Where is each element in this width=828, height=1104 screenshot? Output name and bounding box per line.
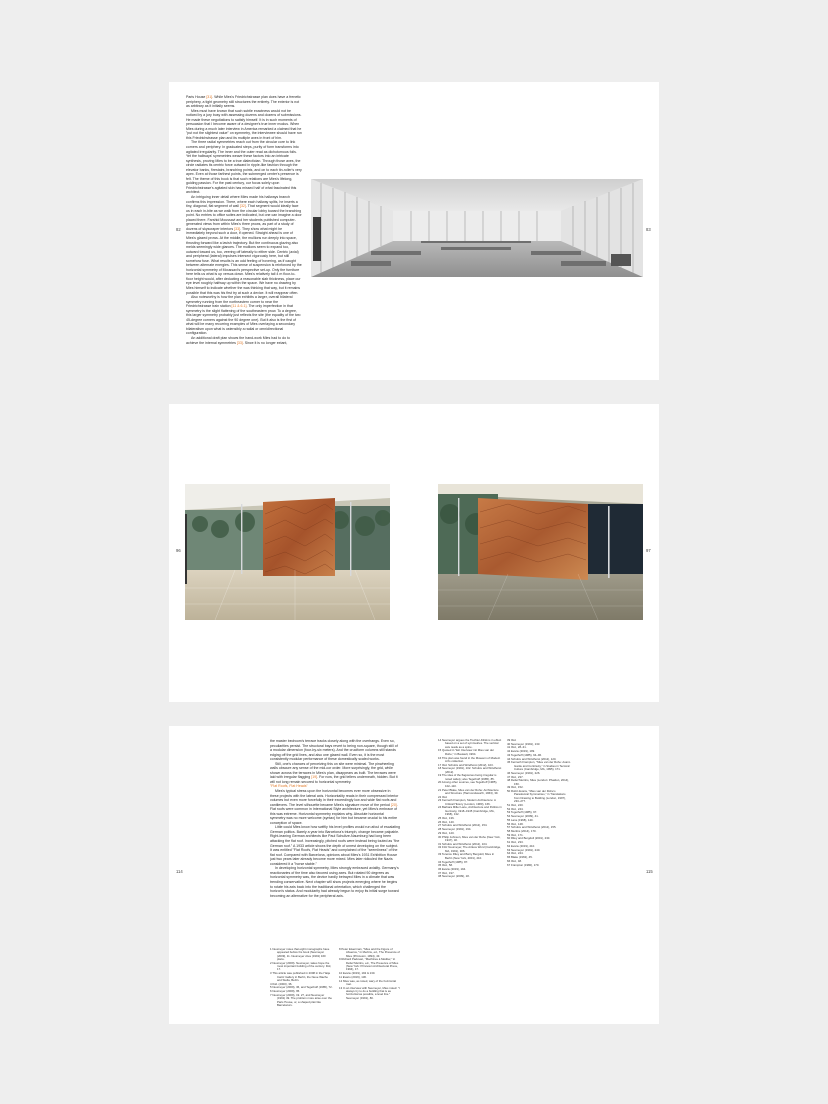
footnote: 2 Neumeyer (2009). Neumeyer, takes hope the most important building of the century. Ibid, 17.	[270, 960, 332, 972]
footnotes-right	[507, 739, 571, 1017]
footnote: 55 Lane (1968), 140.	[507, 817, 534, 822]
footnote: 37 Ibid., 197.	[438, 870, 455, 875]
section-subheading: "Flat Roofs, Flat Heads"	[270, 784, 308, 789]
footnote: 36 Evans (2019), 194.	[438, 866, 466, 871]
body-paragraph: Still, one's chances of perceiving this on site were minimal. The pinwheeling walls obscure any sense of the mid-cor order. More surprisingly, the grid, while shown across the terraces in Mies's plan, disappears as built. The terraces were laid with irregular flagging [19]. For now, the grid tellers underneath, hidden. But it will not long remain secured to horizontal symmetry.	[270, 761, 398, 784]
footnote: 62 Evans (2019), 210.	[507, 843, 535, 848]
footnote: 29 Ibid., 120.	[438, 830, 455, 835]
footnote: 22 Ibid.	[438, 794, 448, 799]
footnote: 52 Ibid., 244.	[507, 806, 524, 811]
body-text-column	[270, 739, 400, 947]
footnote: 50 Robin Evans, "Mies van der Rohe's Paradoxical Symmetries," in Translations from Drawing to Building (London, 1997), 233–277.	[507, 789, 566, 804]
body-paragraph: An additional draft plan shows the hand-work Mies had to do to achieve the internal symmetries [33]. Since it is no longer extant,	[186, 335, 290, 345]
footnote: 59 Ibid., 171.	[507, 832, 524, 837]
body-paragraph: the master bedroom's terrace tracks closely along with the overhangs. Even so, peculiarities persist. The structural bays revert to being non-square, though still of a modular dimension (four-by-six meters). And the cruciform columns still stands edging off the grid lines, and also one glazed wall. Even so, it is the most consistently modular performance of these domestically scaled works.	[270, 739, 398, 762]
footnote: 25 Ibid., 136.	[438, 815, 455, 820]
footnote: 15 Quoted in "Ein Interview mit Mies van der Rohe," in Bauwelt, 1964.	[438, 748, 495, 756]
footnote: 54 Neumeyer (2009), 41.	[507, 814, 539, 819]
body-paragraph: Mies's typical stress upon the horizontal becomes ever more obsessive in these projects with the lateral axis. Horizontality reads in their compressed interior volumes but even more forcefully in their exceedingly low and wide flat roofs and cantilevers. The level silhouette became Mies's signature move of the period [20]. Flat roofs were common in International Style architecture, yet Mies's embrace of this was extreme. Horizontal symmetry explains why. Absolute horizontal symmetry was no more welcome (syntax) for him but became crucial to his entire conception of space.	[270, 789, 399, 825]
footnote: 46 Neumeyer (1991), 226.	[507, 770, 541, 775]
footnote: 38 Neumeyer (2009), 18.	[438, 874, 470, 879]
figure-reference[interactable]: [33]	[234, 226, 241, 231]
footnote: 61 Ibid., 233.	[507, 840, 524, 845]
footnote: 42 Evans (2019), 199.	[507, 749, 535, 754]
footnote: 65 Blake (1963), 45.	[507, 855, 533, 860]
footnote: 8 Peter Eisenman, "Mies and the Figure of Absence," in Mertins, ed., The Presence of Mies (Princeton, 1994), 43.	[339, 948, 400, 958]
footnote: 23 Kenneth Frampton, Modern Architecture: A Critical History (London, 1980), 166.	[438, 798, 496, 806]
spread-pages-114-115	[169, 726, 659, 1024]
footnotes-left	[270, 948, 402, 1018]
figure-reference[interactable]: [19]	[311, 775, 318, 780]
figure-reference[interactable]: [32]	[239, 204, 246, 209]
figure-reference[interactable]: [33]	[236, 340, 243, 345]
page-number-right: 115	[646, 869, 653, 874]
figure-reference[interactable]: [31]	[206, 95, 213, 99]
footnote: 35 Ibid., 58.	[438, 863, 453, 868]
body-paragraph: An intriguing inner detail where Mies made his hallways branch confirms this impression. There, where each hallway splits, he inserts a tiny, diagonal, flat segment of wall [32]. That segment would ideally face us in each in-bite as we walk from the circular lobby toward the branching point. No entries to office suites are indicated, but one can imagine a door placed there. Farshid Moussavi and her students published computer-generated views from within Mies's three prows, as part of a study of dozens of skyscraper interiors [33]. They show what might be immediately beyond such a door, if opened. Straight ahead is one of Mies's glazed prows. At the middle, the mullions run deeply into space, thrusting forward like a lavish trajectory. But the continuous glazing also melds seemingly wide glances. The mullions seem to expand too, outward toward us, too, veering off laterally to either side. Centric (axial) and peripheral (lateral) impulses intersect vigorously here, but still somehow fuse. What results is an odd feeling of hovering, as if caught between alternate energies. This sense of suspension is reinforced by the horizontal symmetry of Moussavi's perspective set-up. Only the furniture here tells us what is up versus down. Mies's relatively tall 4 m floor-to-floor height would, after deducting a reasonable slab thickness, place our eye level roughly halfway up within the space. We have no drawing by Mies himself to indicate whether the was thinking that way, but it remains possible that this was his first try at such a device. It will reappear often.	[186, 195, 302, 295]
footnote: 26 Ibid., 140.	[438, 819, 455, 824]
footnote: 51 Ibid., 240.	[507, 802, 524, 807]
footnote: 58 Mertins (2014), 170.	[507, 829, 537, 834]
footnote: 19 The idea of the flagstones being irregular is noted widely; also Tegethoff (1985), 85.	[438, 773, 497, 781]
spread-pages-82-83	[169, 82, 659, 380]
footnote: 27 Schulze and Windhorst (2012), 154.	[438, 823, 488, 828]
footnote: 16 This plan was found in the Museum of Modern Art's collection.	[438, 755, 501, 763]
footnote: 44 Schulze and Windhorst (2012), 120.	[507, 756, 557, 761]
footnote: 39 Ibid.	[507, 739, 517, 742]
footnote: 30 Philip Johnson, Mies van der Rohe (New York, 1947), 32.	[438, 834, 501, 842]
footnote: 67 Frampton (1980), 170.	[507, 862, 540, 867]
footnote: 53 Tegethoff (1985), 97.	[507, 810, 538, 815]
footnote: 31 Schulze and Windhorst (2012), 104.	[438, 841, 488, 846]
footnote: 45 Kenneth Frampton, "Mies van der Rohe: Avant-Garde and Continuity," in Studies in Tectonic Culture (Cambridge, MA, 1995), 171.	[507, 760, 571, 772]
figure-reference[interactable]: [11 & 6.1]	[231, 304, 247, 309]
body-paragraph: The three radial symmetries reach out from the circular core to link corners and periphery. In graduated steps, purity of form transforms into agitated irregularity. The inner and the outer read as dichotomous foils. Yet the hallways' symmetries weave these factors into an intricate synthesis, proving Mies to be a true dialectician. Through those axes, the circle radiates its centric force outward in ripple-like fashion through the elevator banks, firestairs, branching points, and on to each tin-roller's very apex. Even at those farthest points, the submerged center's presence is felt. The theme of this book is that such relations are Mies's lifelong, guiding passion. For the past century, our focus solely upon Friedrichstrasse's agitated skin has missed half of what fascinated this architect.	[186, 140, 302, 195]
footnote: 18 Neumeyer (1991), 102. Schulze and Windhorst (2012).	[438, 766, 502, 774]
spread-pages-96-97	[169, 404, 659, 702]
footnote: 48 Detlef Mertins, Mies (London: Phaidon, 2014), 150.	[507, 778, 569, 786]
footnote: 24 Barbara Miller Lane, Architecture and Politics in Germany, 1918–1945 (Cambridge, MA, 1968), 132.	[438, 805, 502, 817]
body-paragraph: Paris House [31]. While Mies's Friedrichstrasse plan does have a frenetic periphery, a tight geometry still structures the entirety. The exterior is not as arbitrary as it initially seems.	[186, 95, 301, 109]
footnote: 13 In an interview with Neumeyer, Mies noted: "I always try to do a building that is as horizontal as possible, a level line." Neumeyer (1991), 80.	[339, 985, 400, 1000]
onyx-wall-image-right	[438, 484, 643, 620]
footnote: 3 This article was published in 2008 in the Hatje Cantz Gallery in Berlin, the Neue Wache and Stella, Berlin.	[270, 971, 331, 982]
page-number-left: 114	[176, 869, 183, 874]
footnote: 34 Tegethoff (1985), 87.	[438, 859, 469, 864]
footnote: 41 Ibid., 28–31.	[507, 745, 527, 750]
footnote: 10 Evans (2019), 192 & 130.	[339, 971, 376, 976]
footnote: 49 Ibid., 152.	[507, 785, 524, 790]
body-paragraph: Little could Mies know how swiftly his level profiles would run afoul of escalating German politics. Barely a year into Barcelona's triumph, change became palpable. Right-leaning German architects like Paul Schultze-Naumburg had long been attacking the flat roof. Increasingly, pitched roofs were instead being touted as "the German roof." A 1933 article shows the depth of unrest developing on the subject. It was entitled "Flat Roofs, Flat Heads" and complained of the "seemliness" of the flat roof. Compared with Barcelona, opinions about Mies's 1931 Exhibition House just two years later already become more mixed. Mies later ridiculed the Nazis considered it a "horse stable."	[270, 825, 400, 866]
footnote: 40 Neumeyer (1991), 133.	[507, 741, 541, 746]
footnote: 32 Fritz Neumeyer, The Artless Word (Cambridge, MA, 1991), 306.	[438, 845, 501, 853]
footnote: 6 Neumeyer (2009), 95.	[270, 989, 301, 994]
page-number-right: 83	[646, 227, 651, 232]
footnote: 28 Neumeyer (1991), 194.	[438, 827, 472, 832]
footnote: 1 Neumeyer notes that eight monographs have appeared before his book (Neumeyer (2009), 11. Neumeyer cites (1991) 160 plans.	[270, 948, 330, 962]
footnote: 57 Schulze and Windhorst (2012), 155.	[507, 825, 557, 830]
footnote: 56 Ibid., 148.	[507, 821, 524, 826]
body-paragraph: Mies must have known that such subtle exactness would not be noticed by a jury busy with assessing dozens and dozens of submissions. He made these negotiations to satisfy himself. It is in such moments of persuasion that I become aware of a designer's true inner modus. When Mies during a much later interview in America remarked a claimed that he "put not the slightest value" on symmetry, the interviewee should have run this Friedrichstrasse plan and its multiple axes in front of him.	[186, 108, 302, 140]
body-text-column	[186, 95, 302, 370]
footnote: 14 Neumeyer argues the Tischler-Klinik is in effect based on a set of symmetries. The vertical axis reads as a spine.	[438, 739, 502, 749]
footnote: 17 Ibid. Schulze and Windhorst (2012), 103.	[438, 762, 494, 767]
footnote: 5 Neumeyer (2009), 36, and Tegethoff (1985), 72.	[270, 985, 333, 990]
footnote: 7 Neumeyer (2009), 19. 27, and Neumeyer (1991) 49. The problem more arise over the Paris House, or, a shaped plan like Barcelona's.	[270, 992, 332, 1007]
footnote: 33 Terence Riley and Barry Bergdoll, Mies in Berlin (New York, 2001), 210.	[438, 852, 495, 860]
footnote: 9 Richard Padovan, "Machines à Méditer," in Detlef Mertins, ed., The Presence of Mies (New York: Princeton Architectural Press, 1994), 17.	[339, 957, 399, 972]
footnote: 11 Evans (2019), 130.	[339, 974, 367, 979]
onyx-wall-image-left	[185, 484, 390, 620]
office-interior-image	[311, 179, 643, 277]
footnote: 66 Ibid., 48.	[507, 858, 522, 863]
body-paragraph: In developing horizontal symmetry, Mies strongly embraced axiality. Germany's reactionaries of the time also favored using axes. But rotated 90 degrees as horizontal symmetry was, the device hardly betrayed Mies in a climate that was trending conservative. Next chapter will show projects emerging where he begins to rotate his axis back into the traditional orientation, which challenged the horizon's status. And modularity had already begun to enjoy its initial surge toward becoming an alternative for the peripheral axis.	[270, 866, 399, 898]
footnote: 60 Riley and Bergdoll (2001), 230.	[507, 836, 551, 841]
footnote: 21 Peter Blake, Mies van der Rohe: Architecture and Structure (Harmondsworth, 1963), 39.	[438, 787, 499, 795]
footnotes-middle	[438, 739, 502, 1017]
figure-reference[interactable]: [20]	[390, 802, 397, 807]
page-number-left: 82	[176, 227, 181, 232]
footnote: 4 Ibid. (2000), 36.	[270, 981, 293, 986]
footnote: 20 Among other sources, see Tegethoff (1985), 102–110.	[438, 780, 498, 788]
footnote: 12 Mies was, as noted, wary of the horizontal mat.	[339, 978, 396, 986]
pavilion-onyx-wall-rendering-right	[438, 484, 643, 620]
footnote: 63 Neumeyer (1991), 240.	[507, 847, 541, 852]
footnote: 43 Tegethoff (1985), 94–96.	[507, 752, 542, 757]
pavilion-onyx-wall-rendering-left	[185, 484, 390, 620]
interior-rendering-office-hall	[311, 179, 643, 277]
footnote: 64 Ibid., 244.	[507, 851, 524, 856]
body-paragraph: Also noteworthy is how the plan exhibits a larger, overall bilateral symmetry running from the northeastern corner to near the Friedrichstrasse train station [11 & 6.1]. The only imperfection in that symmetry is the slight flattening of the southeastern prow. To a degree, this larger symmetry probably just reflects the site (the equality of the two 45-degree corners against the 90 degree one). But it also is the first of what will be many recurring examples of Mies overlaying a secondary bilateralism upon what is ostensibly a radial or omnidirectional configuration.	[186, 295, 301, 336]
footnote: 47 Ibid., 237.	[507, 774, 524, 779]
page-number-right: 97	[646, 548, 651, 553]
page-number-left: 96	[176, 548, 181, 553]
